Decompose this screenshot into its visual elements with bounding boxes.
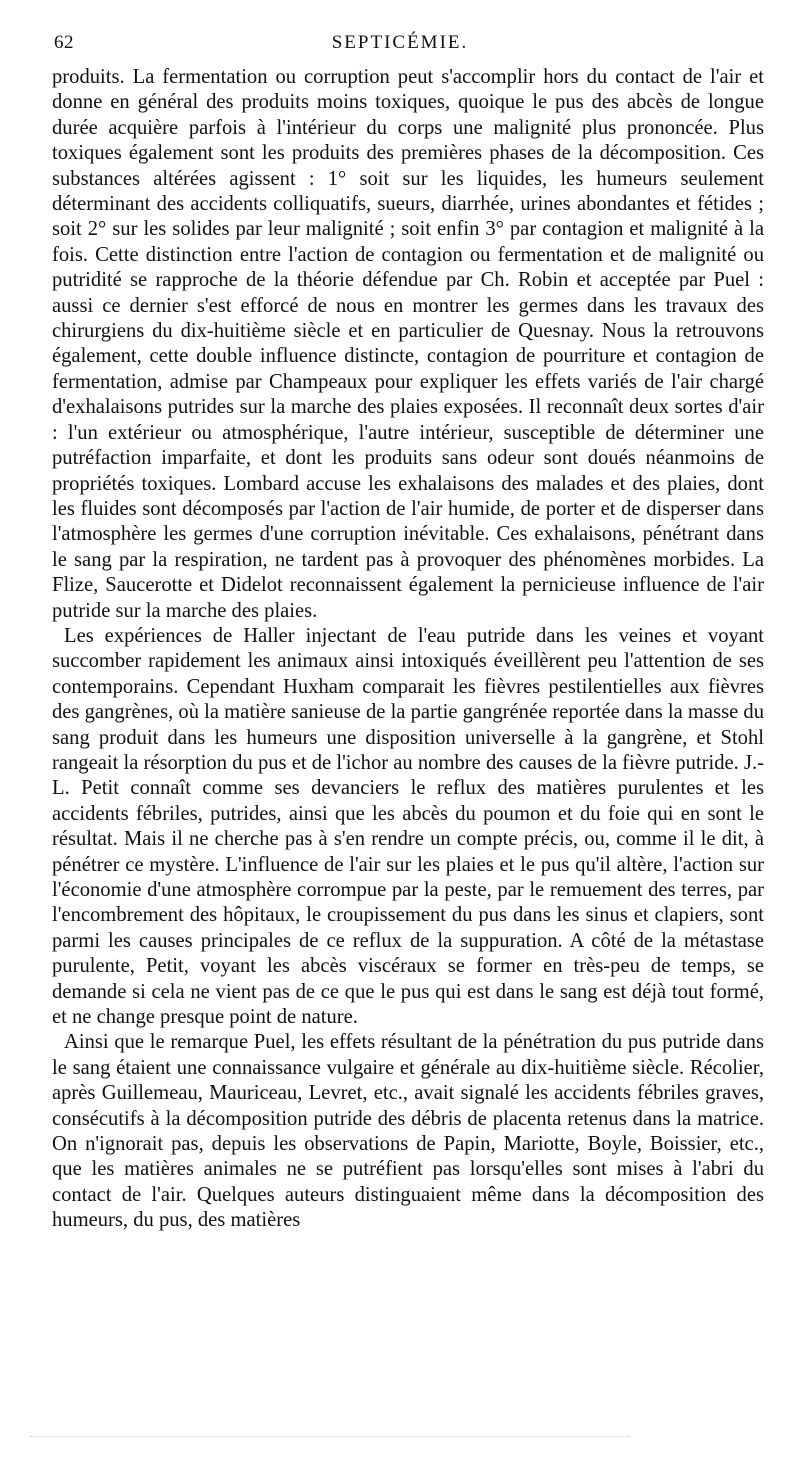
page-number: 62 bbox=[54, 32, 74, 53]
paragraph-puel: Ainsi que le remarque Puel, les effets résultant de la pénétration du pus putride dans le sang étaient une connaissance vulgaire et générale au dix-huitième siècle. Récolier, après Guillemeau, Mauriceau, Levret, etc., avait signalé les accidents fébriles graves, consécutifs à la décomposition putride des débris de placenta retenus dans la matrice. On n'ignorait pas, depuis les observations de Papin, Mariotte, Boyle, Boissier, etc., que les matières animales ne se putréfient pas lorsqu'elles sont mises à l'abri du contact de l'air. Quelques auteurs distinguaient même dans la décomposition des humeurs, du pus, des matières bbox=[52, 1031, 764, 1232]
paragraph-continuation: produits. La fermentation ou corruption peut s'accomplir hors du contact de l'air et donne en général des produits moins toxiques, quoique le pus des abcès de longue durée acquière parfois à l'intérieur du corps une malignité plus prononcée. Plus toxiques également sont les produits des premières phases de la décomposition. Ces substances altérées agissent : 1° soit sur les liquides, les humeurs seulement déterminant des accidents colliquatifs, sueurs, diarrhée, urines abondantes et fétides ; soit 2° sur les solides par leur malignité ; soit enfin 3° par contagion et malignité à la fois. Cette distinction entre l'action de contagion ou fermentation et de malignité ou putridité se rapproche de la théorie défendue par Ch. Robin et acceptée par Puel : aussi ce dernier s'est efforcé de nous en montrer les germes dans les travaux des chirurgiens du dix-huitième siècle et en particulier de Quesnay. Nous la retrouvons également, cette double influence distincte, contagion de pourriture et contagion de fermentation, admise par Champeaux pour expliquer les effets variés de l'air chargé d'exhalaisons putrides sur la marche des plaies exposées. Il reconnaît deux sortes d'air : l'un extérieur ou atmosphérique, l'autre intérieur, susceptible de déterminer une putréfaction imparfaite, et dont les produits sans odeur sont doués néanmoins de propriétés toxiques. Lombard accuse les exhalaisons des malades et des plaies, dont les fluides sont décomposés par l'action de l'air humide, de porter et de disperser dans l'atmosphère les germes d'une corruption inévitable. Ces exhalaisons, pénétrant dans le sang par la respiration, ne tardent pas à provoquer des phénomènes morbides. La Flize, Saucerotte et Didelot reconnaissent également la pernicieuse influence de l'air putride sur la marche des plaies. bbox=[52, 66, 764, 622]
scan-artifact-line bbox=[30, 1436, 630, 1438]
running-title: SEPTICÉMIE. bbox=[331, 32, 469, 53]
body-text bbox=[52, 65, 764, 1234]
paragraph-haller: Les expériences de Haller injectant de l'eau putride dans les veines et voyant succomber rapidement les animaux ainsi intoxiqués éveillèrent peu l'attention de ses contemporains. Cependant Huxham comparait les fièvres pestilentielles aux fièvres des gangrènes, où la matière sanieuse de la partie gangrénée reportée dans la masse du sang produit dans les humeurs une disposition universelle à la gangrène, et Stohl rangeait la résorption du pus et de l'ichor au nombre des causes de la fièvre putride. J.-L. Petit connaît comme ses devanciers le reflux des matières purulentes et les accidents fébriles, putrides, ainsi que les abcès du poumon et du foie qui en sont le résultat. Mais il ne cherche pas à s'en rendre un compte précis, ou, comme il le dit, à pénétrer ce mystère. L'influence de l'air sur les plaies et le pus qu'il altère, l'action sur l'économie d'une atmosphère corrompue par la peste, par le remuement des terres, par l'encombrement des hôpitaux, le croupissement du pus dans les sinus et clapiers, sont parmi les causes principales de ce reflux de la suppuration. A côté de la métastase purulente, Petit, voyant les abcès viscéraux se former en très-peu de temps, se demande si cela ne vient pas de ce que le pus qui est dans le sang est déjà tout formé, et ne change presque point de nature. bbox=[52, 624, 764, 1029]
